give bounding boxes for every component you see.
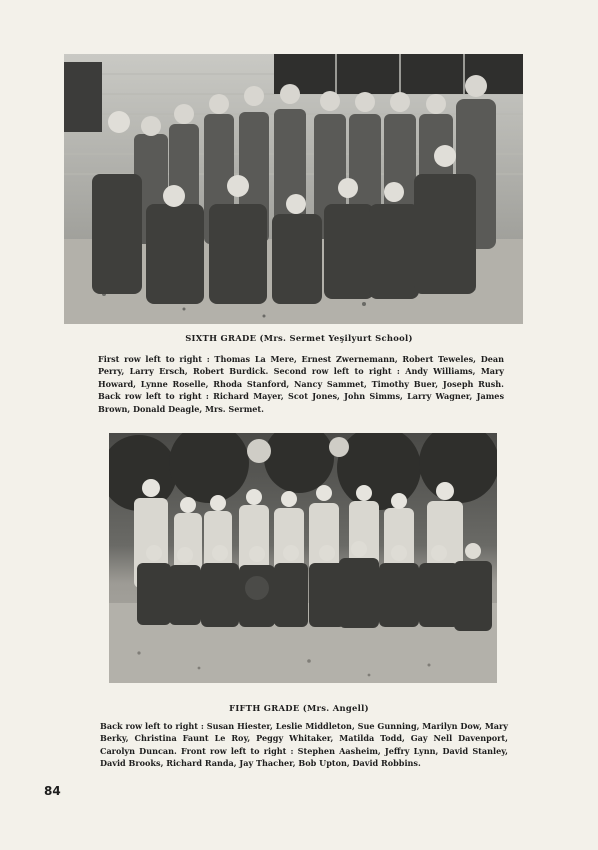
fifth-grade-caption-title: FIFTH GRADE (Mrs. Angell): [229, 703, 369, 713]
sixth-grade-caption-title: SIXTH GRADE (Mrs. Sermet Yeşilyurt School): [185, 333, 413, 343]
fifth-grade-caption-body: Back row left to right : Susan Hiester, Leslie Middleton, Sue Gunning, Marilyn Dow, Mary Berky, Christina Faunt Le Roy, Peggy Whitaker, Matilda Todd, Gay Nell Davenport, Carolyn Duncan. Front row left to right : Stephen Aasheim, Jeffry Lynn, David Stanley, David Brooks, Richard Randa, Jay Thacher, Bob Upton, David Robbins.: [100, 721, 508, 769]
sixth-grade-photo: [64, 54, 523, 324]
fifth-grade-photo: [109, 433, 497, 683]
sixth-grade-caption-body: First row left to right : Thomas La Mere, Ernest Zwernemann, Robert Teweles, Dean Perry, Larry Ersch, Robert Burdick. Second row left to right : Andy Williams, Mary Howard, Lynne Roselle, Rhoda Stanford, Nancy Sammet, Timothy Buer, Joseph Rush. Back row left to right : Richard Mayer, Scot Jones, John Simms, Larry Wagner, James Brown, Donald Deagle, Mrs. Sermet.: [98, 354, 504, 414]
page-number: 84: [44, 784, 61, 798]
